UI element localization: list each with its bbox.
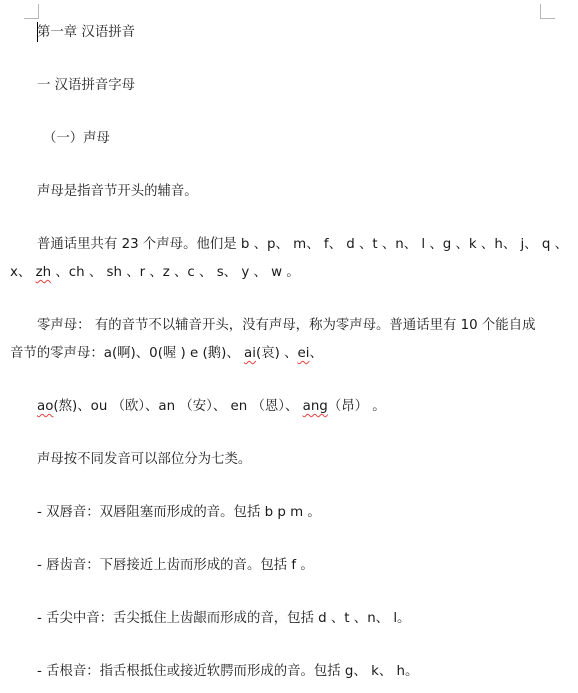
page-corner-mark-right <box>540 4 555 19</box>
spellcheck-word-zh[interactable]: zh <box>35 265 52 280</box>
paragraph-initials-count-line2[interactable] <box>0 263 578 283</box>
spellcheck-word-ang[interactable]: ang <box>302 399 328 414</box>
text-run: 、 <box>309 346 323 361</box>
chapter-title[interactable]: 第一章 汉语拼音 <box>37 25 135 40</box>
spellcheck-word-ao[interactable]: ao <box>37 399 54 414</box>
paragraph-zero-initial-line3[interactable] <box>0 397 578 417</box>
subsection-title[interactable]: （一）声母 <box>43 131 110 146</box>
spellcheck-word-ai[interactable]: ai <box>244 346 256 361</box>
text-run: 、ch 、 sh 、r 、z 、c 、 s、 y 、 w 。 <box>51 265 300 280</box>
paragraph-zero-initial-line1[interactable]: 零声母： 有的音节不以辅音开头，没有声母，称为零声母。普通话里有 10 个能自成 <box>37 318 536 333</box>
text-run: x、 <box>10 265 36 280</box>
text-run: (熬)、ou （欧）、an （安）、 en （恩）、 <box>53 399 303 414</box>
text-run: (哀) 、 <box>255 346 298 361</box>
list-item-labiodental[interactable]: - 唇齿音：下唇接近上齿而形成的音。包括 f 。 <box>37 558 314 573</box>
list-item-alveolar[interactable]: - 舌尖中音：舌尖抵住上齿龈而形成的音，包括 d 、t 、n、 l。 <box>37 611 411 626</box>
list-item-bilabial[interactable]: - 双唇音：双唇阻塞而形成的音。包括 b p m 。 <box>37 505 321 520</box>
paragraph-zero-initial-line2[interactable] <box>0 344 578 364</box>
paragraph-initials-count-line1[interactable]: 普通话里共有 23 个声母。他们是 b 、p、 m、 f、 d 、t 、n、 l 、g 、k 、h、 j、 q 、 <box>37 237 568 252</box>
list-item-velar[interactable]: - 舌根音：指舌根抵住或接近软腭而形成的音。包括 g、 k、 h。 <box>37 664 419 679</box>
text-run: （昂） 。 <box>327 399 386 414</box>
paragraph-definition[interactable]: 声母是指音节开头的辅音。 <box>37 184 198 199</box>
page-corner-mark-left <box>24 4 39 19</box>
spellcheck-word-ei[interactable]: ei <box>297 346 310 361</box>
paragraph-category[interactable]: 声母按不同发音可以部位分为七类。 <box>37 452 252 467</box>
section-title[interactable]: 一 汉语拼音字母 <box>37 78 135 93</box>
text-run: 音节的零声母：a(啊)、0(喔 ) e (鹅)、 <box>10 346 245 361</box>
